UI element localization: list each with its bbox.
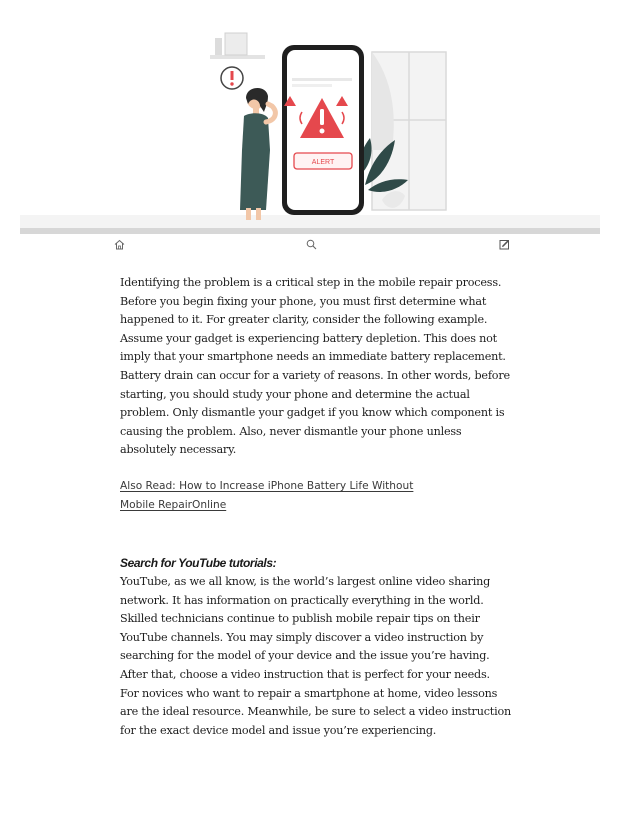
also-read-line[interactable]: Mobile RepairOnline — [120, 498, 227, 511]
paragraph-line: Skilled technicians continue to publish mobile repair tips on their — [120, 612, 480, 626]
paragraph-line: Identifying the problem is a critical step in the mobile repair process. — [120, 276, 502, 289]
paragraph-line: YouTube, as we all know, is the world’s largest online video sharing — [120, 574, 491, 588]
smartphone — [282, 45, 364, 215]
also-read-line[interactable]: Also Read: How to Increase iPhone Battery Life Without — [120, 479, 414, 492]
toolbar-divider — [20, 228, 600, 234]
search-icon[interactable] — [305, 238, 317, 250]
paragraph-line: absolutely necessary. — [120, 443, 237, 457]
paragraph-line: Before you begin fixing your phone, you must first determine what — [120, 294, 487, 308]
paragraph-line: are the ideal resource. Meanwhile, be sure to select a video instruction — [120, 705, 511, 719]
paragraph-line: searching for the model of your device and the issue you’re having. — [120, 649, 490, 663]
exclamation-icon — [221, 67, 243, 89]
bottom-toolbar — [20, 236, 600, 254]
section-heading: Search for YouTube tutorials: — [120, 555, 277, 570]
picture-frame — [225, 33, 247, 55]
paragraph-line: problem. Only dismantle your gadget if you know which component is — [120, 406, 505, 420]
home-icon[interactable] — [113, 238, 125, 250]
shelf — [210, 55, 265, 59]
also-read-link[interactable] — [120, 477, 470, 515]
paragraph-line: After that, choose a video instruction that is perfect for your needs. — [120, 667, 490, 681]
paragraph-line: Battery drain can occur for a variety of reasons. In other words, before — [120, 368, 510, 382]
paragraph-youtube — [120, 573, 511, 740]
paragraph-line: happened to it. For greater clarity, consider the following example. — [120, 313, 488, 327]
paragraph-line: for the exact device model and issue you’re experiencing. — [120, 723, 437, 737]
paragraph-line: Assume your gadget is experiencing battery depletion. This does not — [120, 331, 497, 345]
paragraph-identify-problem — [120, 274, 510, 460]
phone-alert-illustration — [20, 0, 600, 230]
vase — [215, 38, 222, 55]
edit-icon[interactable] — [498, 238, 510, 250]
hero-illustration — [20, 0, 600, 230]
paragraph-line: network. It has information on practically everything in the world. — [120, 593, 484, 607]
worried-woman — [240, 88, 275, 220]
alert-label: ALERT — [311, 159, 335, 166]
article-body — [120, 274, 511, 740]
paragraph-line: YouTube channels. You may simply discover a video instruction by — [120, 630, 484, 644]
paragraph-line: starting, you should study your phone and determine the actual — [120, 387, 470, 401]
paragraph-line: For novices who want to repair a smartphone at home, video lessons — [120, 686, 498, 700]
paragraph-line: imply that your smartphone needs an immediate battery replacement. — [120, 350, 506, 364]
paragraph-line: causing the problem. Also, never dismantle your phone unless — [120, 424, 462, 438]
